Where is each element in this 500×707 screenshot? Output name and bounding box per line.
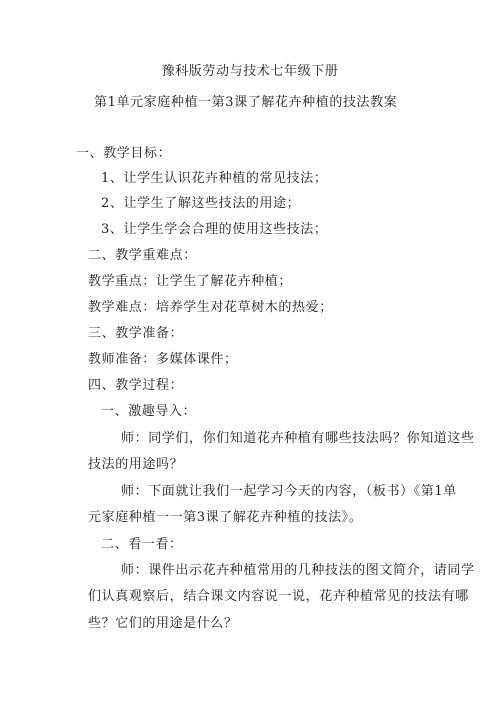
paragraph-lesson-line-2: 元家庭种植一一第3课了解花卉种植的技法》。 [88, 510, 363, 525]
objective-item-3: 3、让学生学会合理的使用这些技法； [101, 222, 328, 237]
section-heading-objectives: 一、教学目标： [76, 146, 172, 161]
subsection-heading-intro: 一、激趣导入： [101, 404, 197, 419]
subsection-heading-look: 二、看一看： [101, 537, 183, 552]
paragraph-intro-line-1: 师：同学们，你们知道花卉种植有哪些技法吗？你知道这些 [121, 431, 475, 446]
teacher-preparation: 教师准备：多媒体课件； [88, 352, 238, 367]
document-subtitle: 第1单元家庭种植一第3课了解花卉种植的技法教案 [94, 95, 398, 110]
section-heading-key-points: 二、教学重难点： [88, 248, 197, 263]
paragraph-lesson-line-1: 师：下面就让我们一起学习今天的内容，（板书）《第1单 [121, 484, 457, 499]
objective-item-2: 2、让学生了解这些技法的用途； [101, 196, 301, 211]
objective-item-1: 1、让学生认识花卉种植的常见技法； [101, 171, 328, 186]
document-title: 豫科版劳动与技术七年级下册 [161, 64, 339, 79]
paragraph-look-line-3: 些？它们的用途是什么？ [88, 616, 238, 631]
paragraph-intro-line-2: 技法的用途吗？ [88, 457, 184, 472]
paragraph-look-line-1: 师：课件出示花卉种植常用的几种技法的图文简介，请同学 [121, 563, 475, 578]
section-heading-process: 四、教学过程： [88, 378, 184, 393]
teaching-focus: 教学重点：让学生了解花卉种植； [88, 274, 293, 289]
teaching-difficulty: 教学难点：培养学生对花草树木的热爱； [88, 300, 333, 315]
paragraph-look-line-2: 们认真观察后，结合课文内容说一说，花卉种植常见的技法有哪 [88, 589, 469, 604]
section-heading-preparation: 三、教学准备： [88, 326, 184, 341]
